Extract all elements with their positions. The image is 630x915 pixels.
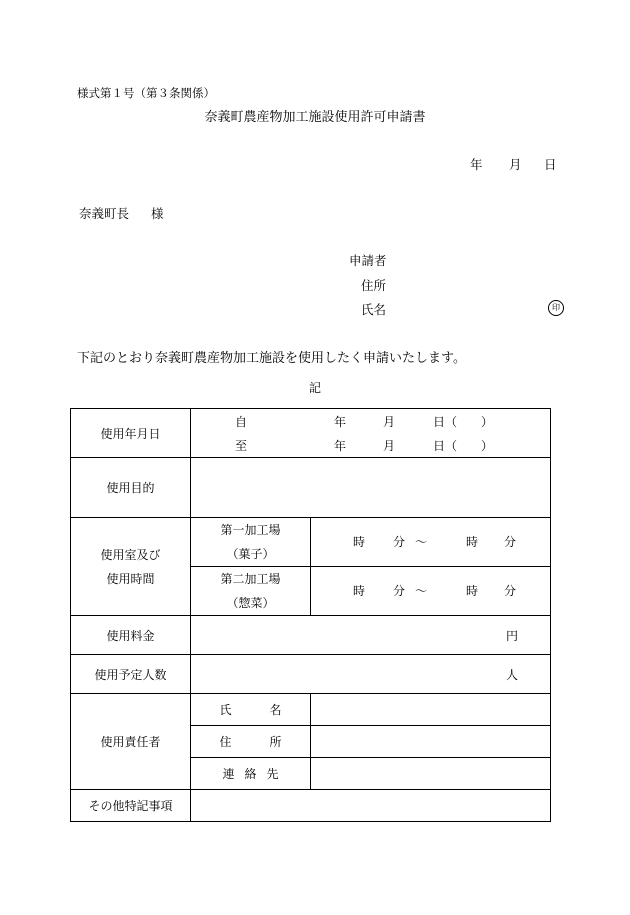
document-title: 奈義町農産物加工施設使用許可申請書 (204, 110, 426, 125)
applicant-address-label: 住所 (361, 278, 387, 293)
date-day-label: 日 (544, 157, 557, 172)
purpose-label: 使用目的 (71, 458, 191, 518)
room1-name: 第一加工場 (220, 523, 281, 537)
applicant-heading: 申請者 (349, 253, 387, 268)
room1-end-hour: 時 (466, 535, 479, 549)
fee-label: 使用料金 (71, 616, 191, 655)
from-year: 年 (334, 415, 347, 429)
resp-name-char1: 氏 (219, 703, 232, 717)
date-to-row (191, 433, 550, 457)
from-close: ） (481, 415, 494, 429)
room1-label (191, 518, 311, 567)
to-year: 年 (334, 439, 347, 453)
addressee-name: 奈義町長 (79, 206, 130, 221)
resp-name-char2: 名 (269, 703, 282, 717)
people-label: 使用予定人数 (71, 655, 191, 694)
resp-contact-char2: 絡 (244, 767, 257, 781)
other-label: その他特記事項 (71, 790, 191, 822)
responsible-label: 使用責任者 (71, 694, 191, 790)
room-time-label-line2: 使用時間 (106, 571, 155, 586)
row-resp-name (71, 694, 551, 726)
resp-contact-char1: 連 (222, 767, 235, 781)
resp-name-input[interactable] (311, 694, 551, 726)
resp-name-label (191, 694, 311, 726)
to-close: ） (481, 439, 494, 453)
room1-start-minute: 分 (393, 535, 406, 549)
room2-start-minute: 分 (393, 584, 406, 598)
room2-name: 第二加工場 (220, 572, 281, 586)
room1-time-cell[interactable] (311, 518, 551, 567)
row-room1 (71, 518, 551, 567)
to-month: 月 (383, 439, 396, 453)
fee-input[interactable] (191, 616, 551, 655)
row-fee (71, 616, 551, 655)
addressee (79, 204, 164, 222)
intro-text: 下記のとおり奈義町農産物加工施設を使用したく申請いたします。 (77, 351, 466, 366)
resp-contact-label (191, 758, 311, 790)
row-other (71, 790, 551, 822)
seal-mark-icon: 印 (548, 300, 564, 316)
to-label: 至 (235, 439, 248, 453)
to-day: 日（ (433, 439, 458, 453)
room2-sub: （惣菜） (226, 596, 275, 610)
date-year-label: 年 (470, 157, 483, 172)
room1-time (311, 519, 550, 565)
room2-tilde: ～ (415, 584, 428, 598)
resp-address-label (191, 726, 311, 758)
other-input[interactable] (191, 790, 551, 822)
from-label: 自 (235, 415, 248, 429)
resp-address-input[interactable] (311, 726, 551, 758)
row-people (71, 655, 551, 694)
room-time-label-line1: 使用室及び (100, 547, 161, 562)
room1-sub: （菓子） (226, 547, 275, 561)
from-month: 月 (383, 415, 396, 429)
room2-end-minute: 分 (504, 584, 517, 598)
resp-address-char1: 住 (219, 735, 232, 749)
room1-start-hour: 時 (353, 535, 366, 549)
date-month-label: 月 (509, 157, 522, 172)
ki-heading: 記 (308, 381, 321, 395)
room2-end-hour: 時 (466, 584, 479, 598)
room-time-label (71, 518, 191, 616)
people-input[interactable] (191, 655, 551, 694)
row-dates (71, 409, 551, 458)
from-day: 日（ (433, 415, 458, 429)
room1-end-minute: 分 (504, 535, 517, 549)
room2-start-hour: 時 (353, 584, 366, 598)
dates-label: 使用年月日 (71, 409, 191, 458)
room2-time (311, 568, 550, 614)
room2-label (191, 567, 311, 616)
resp-contact-char3: 先 (266, 767, 279, 781)
date-from-row (191, 409, 550, 433)
application-table (70, 408, 551, 822)
resp-contact-input[interactable] (311, 758, 551, 790)
dates-cell[interactable] (191, 409, 551, 458)
room2-time-cell[interactable] (311, 567, 551, 616)
form-number: 様式第１号（第３条関係） (77, 86, 215, 100)
addressee-honorific: 様 (151, 206, 164, 221)
purpose-input[interactable] (191, 458, 551, 518)
fee-unit: 円 (505, 628, 518, 643)
applicant-name-label: 氏名 (361, 302, 387, 317)
resp-address-char2: 所 (269, 735, 282, 749)
room1-tilde: ～ (415, 535, 428, 549)
people-unit: 人 (505, 667, 518, 682)
row-purpose (71, 458, 551, 518)
